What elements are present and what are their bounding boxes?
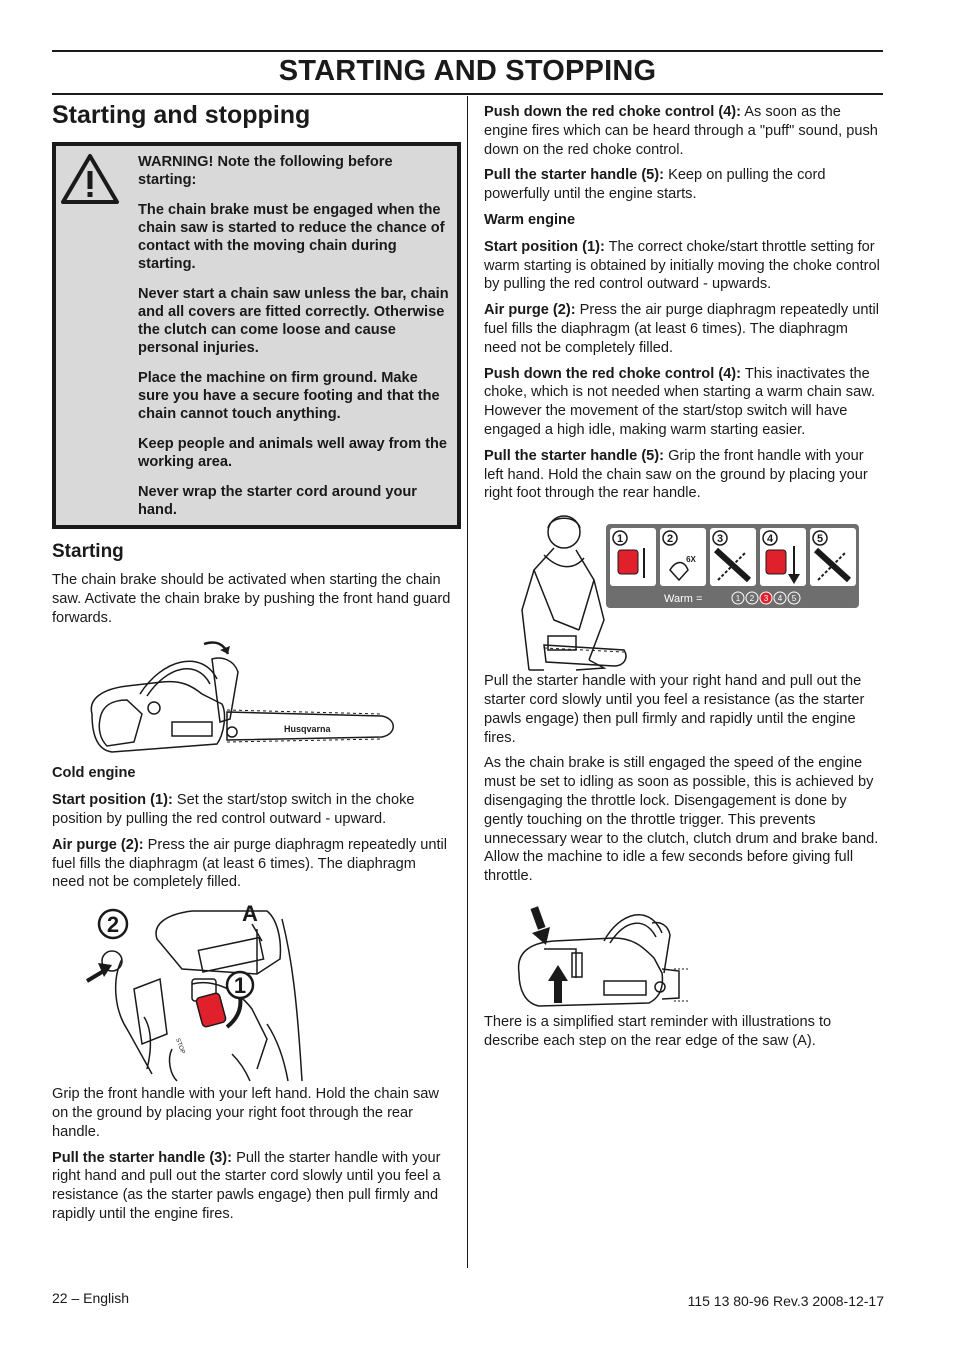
pull-text: Pull the starter handle with your right hand and pull out the starter cord slowly until you feel a resistance (as the starter pawls engage) then pull firmly and rapidly until the engine fires. [484, 673, 865, 746]
decal-step-1: 1 [616, 533, 624, 546]
warm-step-4: 4 [777, 594, 783, 604]
pull-starter-3: Pull the starter handle (3): Pull the starter handle with your right hand and pull out the starter cord slowly until you feel a resistance (as the starter pawls engage) then pull firmly and rapidly until the engine fires. [52, 1149, 441, 1222]
warning-box [52, 142, 461, 529]
stop-label: STOP [174, 1037, 186, 1056]
page-title: STARTING AND STOPPING [278, 55, 657, 87]
callout-1: 1 [233, 973, 247, 999]
decal-step-3: 3 [716, 533, 724, 546]
brand-label: Husqvarna [284, 724, 331, 735]
footer-page-number: 22 – English [52, 1290, 130, 1306]
column-divider [467, 96, 468, 1268]
warm-step-5: 5 [791, 594, 797, 604]
warm-start-position: Start position (1): The correct choke/start throttle setting for warm starting is obtained by initially moving the choke control by pulling the red control outward - upwards. [484, 238, 880, 293]
choke-purge-illustration [52, 899, 452, 1085]
warm-pull-starter: Pull the starter handle (5): Grip the front handle with your left hand. Hold the chain saw on the ground by placing your right foot through the rear handle. [484, 447, 868, 502]
brake-text: As the chain brake is still engaged the speed of the engine must be set to idling as soon as possible, this is achieved by disengaging the throttle lock. Disengagement is done by gently touching on the throttle trigger. This prevents unnecessary wear to the clutch, clutch drum and brake band. Allow the machine to idle a few seconds before giving full throttle. [484, 755, 879, 885]
warning-line: The chain brake must be engaged when the chain saw is started to reduce the chance of contact with the moving chain during starting. [138, 202, 445, 272]
warning-line: Never wrap the starter cord around your hand. [138, 484, 417, 518]
warm-air-purge: Air purge (2): Press the air purge diaphragm repeatedly until fuel fills the diaphragm (at least 6 times). The diaphragm need not be completely filled. [484, 302, 880, 356]
warning-line: Place the machine on firm ground. Make sure you have a secure footing and that the chain cannot touch anything. [138, 370, 440, 422]
footer-doc-id: 115 13 80-96 Rev.3 2008-12-17 [687, 1293, 884, 1309]
cold-start-position: Start position (1): Set the start/stop switch in the choke position by pulling the red control outward - upward. [52, 792, 415, 827]
cold-engine-heading: Cold engine [52, 765, 136, 782]
cold-air-purge: Air purge (2): Press the air purge diaphragm repeatedly until fuel fills the diaphragm (at least 6 times). The diaphragm need not be completely filled. [52, 836, 448, 891]
decal-step-4: 4 [766, 533, 774, 546]
decal-warm-label: Warm = [664, 593, 703, 606]
starting-intro: The chain brake should be activated when starting the chain saw. Activate the chain brake by pushing the front hand guard forwards. [52, 572, 451, 626]
grip-text: Grip the front handle with your left hand. Hold the chain saw on the ground by placing your right foot through the rear handle. [52, 1086, 439, 1140]
warm-step-2: 2 [749, 594, 755, 604]
decal-step-5: 5 [816, 533, 824, 546]
throttle-illustration [484, 893, 884, 1013]
warm-step-3: 3 [763, 594, 769, 604]
header-rule-top [52, 50, 883, 52]
chainsaw-brake-illustration [52, 634, 452, 764]
section-title: Starting and stopping [52, 101, 311, 129]
warning-triangle-icon [60, 152, 120, 206]
starting-heading: Starting [52, 541, 124, 562]
warm-engine-heading: Warm engine [484, 211, 576, 228]
warm-push-choke: Push down the red choke control (4): This inactivates the choke, which is not needed when starting a warm chain saw. However the movement of the start/stop switch will have engaged a high idle, making warm starting easier. [484, 365, 876, 438]
decal-6x: 6X [686, 555, 696, 565]
warning-line: Keep people and animals well away from the working area. [138, 436, 447, 470]
operator-and-decal-illustration [484, 510, 884, 672]
decal-step-2: 2 [666, 533, 674, 546]
header-rule-bottom [52, 93, 883, 95]
reminder-text: There is a simplified start reminder with illustrations to describe each step on the rear edge of the saw (A). [484, 1013, 832, 1049]
pull-starter-5: Pull the starter handle (5): Keep on pulling the cord powerfully until the engine starts. [484, 167, 826, 203]
callout-a: A [242, 901, 258, 927]
warning-line: Never start a chain saw unless the bar, chain and all covers are fitted correctly. Otherwise the clutch can come loose and cause personal injuries. [138, 286, 449, 356]
push-choke-4: Push down the red choke control (4): As soon as the engine fires which can be heard through a "puff" sound, push down on the red choke control. [484, 104, 878, 158]
right-column [484, 103, 884, 1058]
warm-step-1: 1 [735, 594, 741, 604]
warning-line: WARNING! Note the following before starting: [138, 154, 393, 188]
left-column [52, 100, 452, 1231]
callout-2: 2 [106, 912, 120, 938]
